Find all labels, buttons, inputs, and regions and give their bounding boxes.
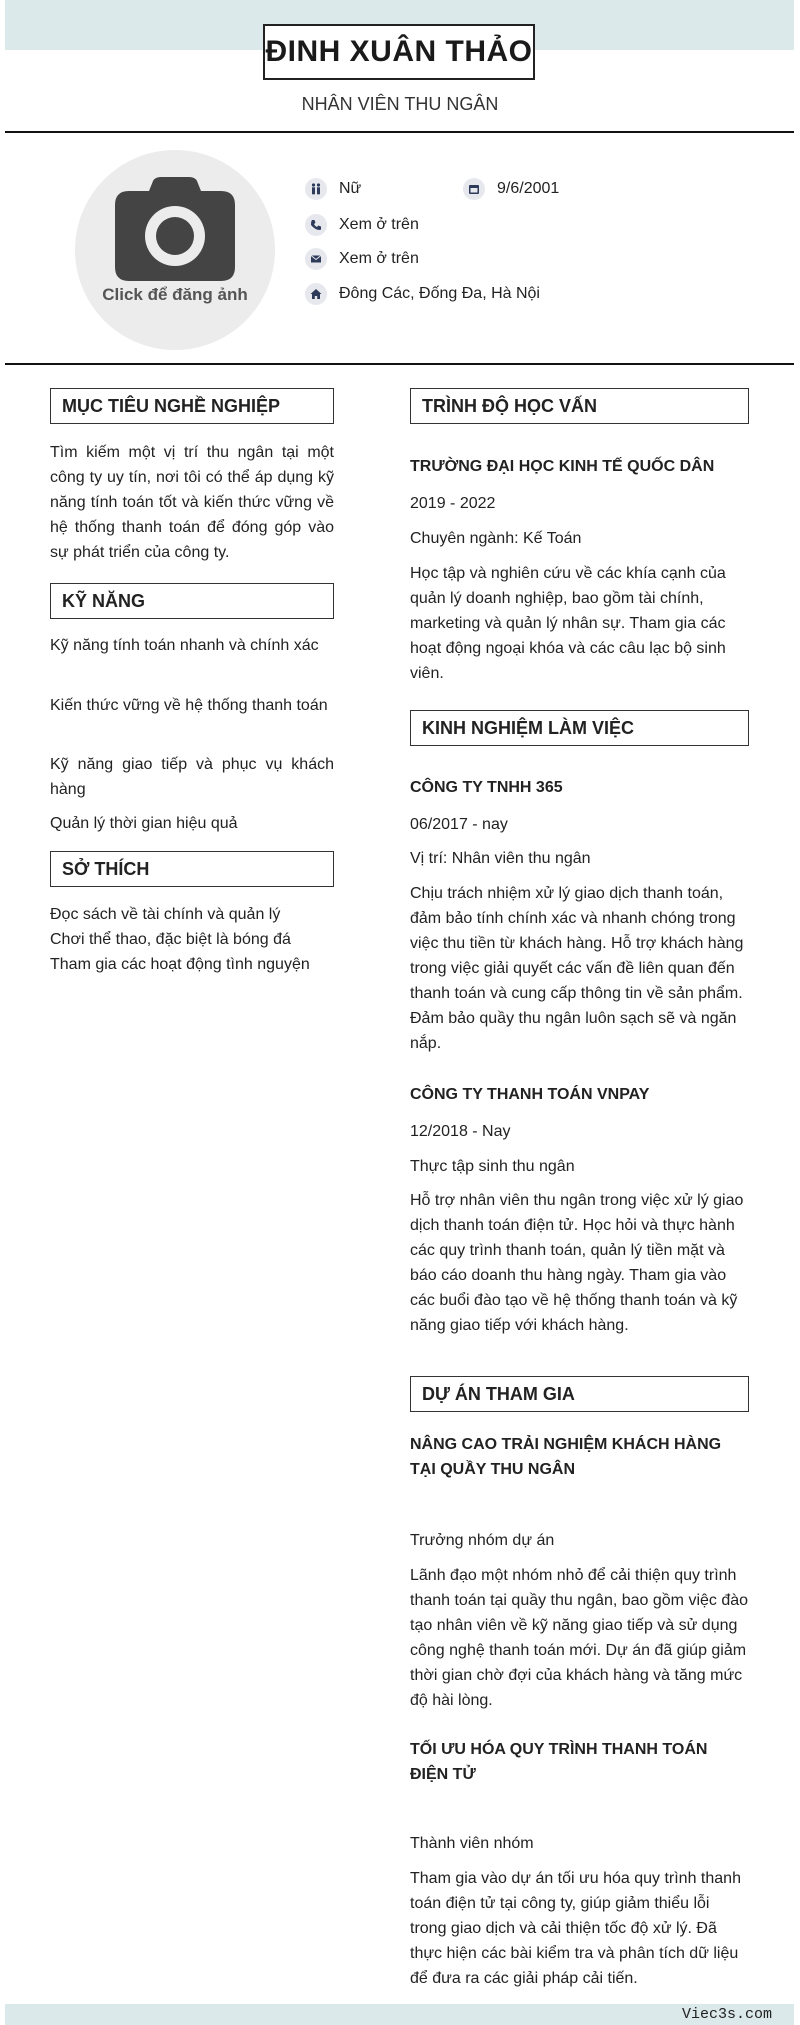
- project-description: Lãnh đạo một nhóm nhỏ để cải thiện quy trình thanh toán tại quầy thu ngân, bao gồm việc đào tạo nhân viên về kỹ năng giao tiếp và sử dụng công nghệ thanh toán mới. Dự án đã giúp giảm thời gian chờ đợi của khách hàng và tăng mức độ hài lòng.: [410, 1567, 749, 1709]
- project-role: Thành viên nhóm: [410, 1835, 534, 1852]
- job-period: 06/2017 - nay: [410, 816, 508, 833]
- watermark: Viec3s.com: [681, 2006, 772, 2023]
- section-skills-title: KỸ NĂNG: [50, 583, 334, 619]
- objective-text: Tìm kiếm một vị trí thu ngân tại một công ty uy tín, nơi tôi có thể áp dụng kỹ năng tính toán tốt và kiến thức vững về hệ thống thanh toán để đóng góp vào sự phát triển của công ty.: [50, 444, 334, 561]
- camera-icon: [115, 177, 235, 281]
- avatar-caption: Click để đăng ảnh: [102, 285, 248, 304]
- education-period: 2019 - 2022: [410, 495, 496, 512]
- address-value: Đông Các, Đống Đa, Hà Nội: [339, 285, 540, 302]
- job-company: CÔNG TY TNHH 365: [410, 779, 563, 796]
- skill-item: Kỹ năng giao tiếp và phục vụ khách hàng: [50, 756, 334, 798]
- calendar-icon: [463, 178, 485, 200]
- project-name: NÂNG CAO TRẢI NGHIỆM KHÁCH HÀNG TẠI QUẦY THU NGÂN: [410, 1436, 722, 1478]
- job-title: NHÂN VIÊN THU NGÂN: [301, 94, 499, 114]
- project-name: TỐI ƯU HÓA QUY TRÌNH THANH TOÁN ĐIỆN TỬ: [410, 1741, 708, 1783]
- section-education-title: TRÌNH ĐỘ HỌC VẤN: [410, 388, 749, 424]
- job-role: Vị trí: Nhân viên thu ngân: [410, 850, 591, 867]
- gender-value: Nữ: [339, 180, 362, 197]
- job-description: Chịu trách nhiệm xử lý giao dịch thanh toán, đảm bảo tính chính xác và nhanh chóng trong việc thu tiền từ khách hàng. Hỗ trợ khách hàng trong việc giải quyết các vấn đề liên quan đến thanh toán và cung cấp thông tin về sản phẩm. Đảm bảo quầy thu ngân luôn sạch sẽ và ngăn nắp.: [410, 885, 744, 1052]
- job-company: CÔNG TY THANH TOÁN VNPAY: [410, 1086, 650, 1103]
- education-description: Học tập và nghiên cứu về các khía cạnh của quản lý doanh nghiệp, bao gồm tài chính, marketing và quản lý nhân sự. Tham gia các hoạt động ngoại khóa và các câu lạc bộ sinh viên.: [410, 565, 726, 682]
- phone-value: Xem ở trên: [339, 216, 419, 233]
- project-role: Trưởng nhóm dự án: [410, 1532, 555, 1549]
- job-role: Thực tập sinh thu ngân: [410, 1158, 575, 1175]
- phone-info: [305, 214, 419, 236]
- email-value: Xem ở trên: [339, 250, 419, 267]
- email-icon: [305, 248, 327, 270]
- birthday-info: [463, 178, 559, 200]
- skill-item: Kiến thức vững về hệ thống thanh toán: [50, 697, 328, 714]
- section-projects-title: DỰ ÁN THAM GIA: [410, 1376, 749, 1412]
- job-period: 12/2018 - Nay: [410, 1123, 511, 1140]
- address-info: [305, 283, 540, 305]
- section-experience-title: KINH NGHIỆM LÀM VIỆC: [410, 710, 749, 746]
- phone-icon: [305, 214, 327, 236]
- job-description: Hỗ trợ nhân viên thu ngân trong việc xử lý giao dịch thanh toán điện tử. Học hỏi và thực hành các quy trình thanh toán, quản lý tiền mặt và báo cáo doanh thu hàng ngày. Tham gia vào các buổi đào tạo về hệ thống thanh toán và kỹ năng giao tiếp với khách hàng.: [410, 1192, 744, 1334]
- gender-icon: [305, 178, 327, 200]
- home-icon: [305, 283, 327, 305]
- skill-item: Quản lý thời gian hiệu quả: [50, 815, 238, 832]
- section-objective-title: MỤC TIÊU NGHỀ NGHIỆP: [50, 388, 334, 424]
- footer-band: [5, 2004, 794, 2025]
- education-major: Chuyên ngành: Kế Toán: [410, 530, 582, 547]
- candidate-name: ĐINH XUÂN THẢO: [263, 24, 535, 80]
- gender-info: [305, 178, 361, 200]
- hobby-item: Tham gia các hoạt động tình nguyện: [50, 956, 310, 973]
- section-hobbies-title: SỞ THÍCH: [50, 851, 334, 887]
- avatar-upload[interactable]: [75, 150, 275, 350]
- birthday-value: 9/6/2001: [497, 180, 560, 197]
- hobby-item: Đọc sách về tài chính và quản lý: [50, 906, 281, 923]
- email-info: [305, 248, 419, 270]
- education-school: TRƯỜNG ĐẠI HỌC KINH TẾ QUỐC DÂN: [410, 458, 715, 475]
- divider-top: [5, 131, 794, 133]
- divider-middle: [5, 363, 794, 365]
- skill-item: Kỹ năng tính toán nhanh và chính xác: [50, 637, 319, 654]
- project-description: Tham gia vào dự án tối ưu hóa quy trình thanh toán điện tử tại công ty, giúp giảm thiểu lỗi trong giao dịch và cải thiện tốc độ xử lý. Đã thực hiện các bài kiểm tra và phân tích dữ liệu để đưa ra các giải pháp cải tiến.: [410, 1870, 741, 1987]
- hobby-item: Chơi thể thao, đặc biệt là bóng đá: [50, 931, 291, 948]
